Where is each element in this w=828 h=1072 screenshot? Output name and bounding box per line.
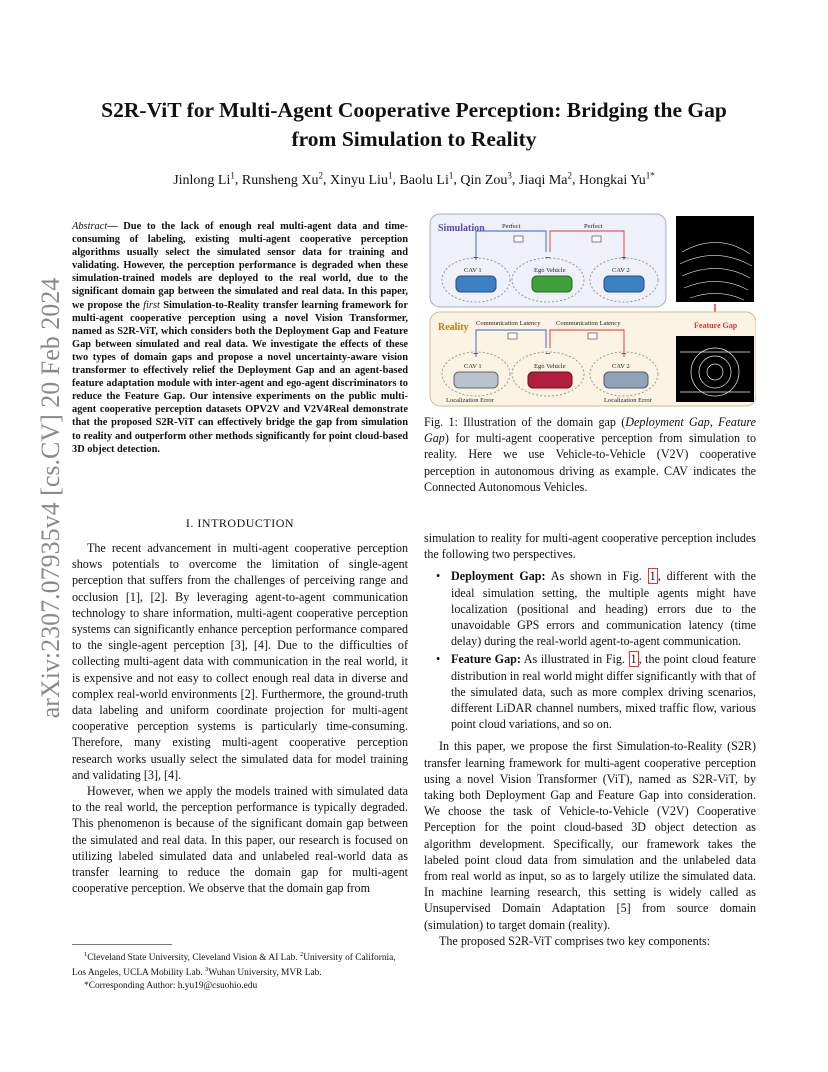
wifi-icon: ⌔ <box>472 255 480 264</box>
wifi-icon: ⌔ <box>544 255 552 264</box>
wifi-icon: ⌔ <box>620 351 628 360</box>
arxiv-identifier: arXiv:2307.07935v4 [cs.CV] 20 Feb 2024 <box>36 277 65 719</box>
loc-error-label: Localization Error <box>446 397 494 404</box>
author: Baolu Li$^1$ <box>399 170 454 188</box>
comm-latency-label: Communication Latency <box>556 320 621 327</box>
wifi-icon: ⌔ <box>472 351 480 360</box>
ego-label: Ego Vehicle <box>534 363 566 370</box>
car-cav1 <box>456 276 496 292</box>
car-cav1-real <box>454 372 498 388</box>
paragraph: simulation to reality for multi-agent cooperative perception includes the following two perspectives. <box>424 531 756 562</box>
left-column-body <box>72 540 408 896</box>
figure-1 <box>428 212 756 408</box>
corresponding-author: *Corresponding Author: h.yu19@csuohio.edu <box>84 980 258 991</box>
footnotes <box>72 944 408 992</box>
author: Xinyu Liu$^1$ <box>330 170 393 188</box>
paragraph: The recent advancement in multi-agent cooperative perception shows potentials to overcome the limitation of single-agent perception that suffers from the challenges of perceiving range and occlusion [1], [2]. By leveraging agent-to-agent communication technology to share information, multi-agent cooperative perception systems can significantly enhance perception performance compared to the single-agent perception [3], [4]. Due to the difficulties of collecting multi-agent data with communication in the real world, it is expensive and not easy to collect enough real data in diverse and complex real-world environments [2]. Furthermore, the ground-truth data labeling and uniform coordinate projection for multi-agent cooperative perception systems is particularly time-consuming. Therefore, many existing multi-agent cooperative perception research works usually select the simulated data for model training and validating [3], [4]. <box>72 541 408 782</box>
car-ego <box>532 276 572 292</box>
abstract-text: Due to the lack of enough real multi-agent data and time-consuming of labeling, existing multi-agent cooperative perception algorithms usually select the simulated sensor data for training and validating. However, the perception performance is degraded when these simulation-trained models are deployed to the real world, due to the significant domain gap between the simulated and real data. In this paper, we propose the <box>72 221 408 311</box>
comm-latency-label: Communication Latency <box>476 320 541 327</box>
author-list: Jinlong Li$^1$, Runsheng Xu$^2$, Xinyu Liu$^1$, Baolu Li$^1$, Qin Zou$^3$, Jiaqi Ma$^2$, Hongkai $Yu^{1*}$ <box>173 170 655 188</box>
title-line-2: from Simulation to Reality <box>291 127 537 151</box>
list-item: • Feature Gap: As illustrated in Fig. 1 , the point cloud feature distribution in real world might differ significantly with that of the simulated data, such as more complex driving scenarios, different LiDAR channel numbers, mixed traffic flow, various point cloud variations, and so on. <box>424 651 756 732</box>
footnote-rule <box>72 944 172 945</box>
author: Hongkai $Yu^{1*}$ <box>579 170 655 188</box>
right-column-body <box>424 530 756 949</box>
author: Runsheng Xu$^2$ <box>241 170 323 188</box>
envelope-icon <box>514 236 523 242</box>
cav2-label: CAV 2 <box>612 267 630 274</box>
cav1-label: CAV 1 <box>464 267 482 274</box>
ego-label: Ego Vehicle <box>534 267 566 274</box>
cav1-label: CAV 1 <box>464 363 482 370</box>
cav2-label: CAV 2 <box>612 363 630 370</box>
title-line-1: S2R-ViT for Multi-Agent Cooperative Perception: Bridging the Gap <box>101 98 727 122</box>
car-cav2 <box>604 276 644 292</box>
perfect-label: Perfect <box>584 223 603 230</box>
author: Qin Zou$^3$ <box>460 170 512 188</box>
envelope-icon <box>508 333 517 339</box>
car-ego-real <box>528 372 572 388</box>
wifi-icon: ⌔ <box>620 255 628 264</box>
loc-error-label: Localization Error <box>604 397 652 404</box>
lidar-sim-image <box>676 216 754 302</box>
section-heading: I. INTRODUCTION <box>185 516 295 530</box>
reality-label: Reality <box>438 322 469 333</box>
paragraph: However, when we apply the models trained with simulated data to the real world, the perception performance is typically degraded. This phenomenon is because of the significant domain gap between the simulated and real data. In this paper, our research is focused on utilizing labeled simulated data and unlabeled real-world data as transfer learning to reduce the domain gap for multi-agent cooperative perception. We observe that the domain gap from <box>72 784 408 896</box>
paper-title <box>80 96 748 154</box>
affiliations: $^1$Cleveland State University, Cleveland Vision & AI Lab. $^2$University of California, Los Angeles, UCLA Mobility Lab. $^3$Wuhan University, MVR Lab. <box>72 951 396 979</box>
simulation-label: Simulation <box>438 223 485 234</box>
figure-ref-link[interactable]: 1 <box>649 569 656 584</box>
envelope-icon <box>588 333 597 339</box>
wifi-icon: ⌔ <box>544 351 552 360</box>
car-cav2-real <box>604 372 648 388</box>
gap-list <box>424 568 756 732</box>
list-item: • Deployment Gap: As shown in Fig. 1 , different with the ideal simulation setting, the multiple agents might have localization (positional and heading) errors due to the unavoidable GPS errors and communication latency (time delay) during the real-world agent-to-agent communication. <box>424 568 756 649</box>
paragraph: In this paper, we propose the first Simulation-to-Reality (S2R) transfer learning framework for multi-agent cooperative perception using a novel Vision Transformer (ViT), named as S2R-ViT, by taking both Deployment Gap and Feature Gap into consideration. We choose the task of Vehicle-to-Vehicle (V2V) Cooperative Perception for the point cloud-based 3D object detection as algorithm development. Specifically, our framework takes the labeled point cloud data from simulation and the unlabeled data from real world as input, so as to largely utilize the simulated data. In machine learning research, this setting is widely called as Unsupervised Domain Adaptation [5] from source domain (simulation) to target domain (reality). <box>424 739 756 932</box>
author: Jinlong Li$^1$ <box>173 170 235 188</box>
paragraph: The proposed S2R-ViT comprises two key components: <box>439 933 711 948</box>
author: Jiaqi Ma$^2$ <box>518 170 573 188</box>
envelope-icon <box>592 236 601 242</box>
figure-ref-link[interactable]: 1 <box>630 652 637 667</box>
figure-caption: Fig. 1: Illustration of the domain gap (Deployment Gap, Feature Gap) for multi-agent cooperative perception from simulation to reality. Here we use Vehicle-to-Vehicle (V2V) cooperative perception in autonomous driving as example. CAV indicates the Connected Autonomous Vehicles. <box>424 415 756 494</box>
abstract: Abstract— Due to the lack of enough real multi-agent data and time-consuming of labeling, existing multi-agent cooperative perception algorithms usually select the simulated sensor data for training and validating. However, the perception performance is degraded when these simulation-trained models are deployed to the real world, due to the significant domain gap between the simulated and real data. In this paper, we propose the first Simulation-to-Reality transfer learning framework for multi-agent cooperative perception using a novel Vision Transformer, named as S2R-ViT, which considers both the Deployment Gap and Feature Gap between simulated and real data. We investigate the effects of these two types of domain gaps and propose a novel uncertainty-aware vision transformer to effectively relief the Deployment Gap and an agent-based feature adaptation module with inter-agent and ego-agent discriminators to reduce the Feature Gap. Our intensive experiments on the public multi-agent cooperative perception datasets OPV2V and V2V4Real demonstrate that the proposed S2R-ViT can effectively bridge the gap from simulation to reality and outperform other methods significantly for point cloud-based 3D object detection. <box>72 221 408 455</box>
perfect-label: Perfect <box>502 223 521 230</box>
feature-gap-label: Feature Gap <box>694 321 738 330</box>
abstract-label: Abstract <box>72 221 108 232</box>
